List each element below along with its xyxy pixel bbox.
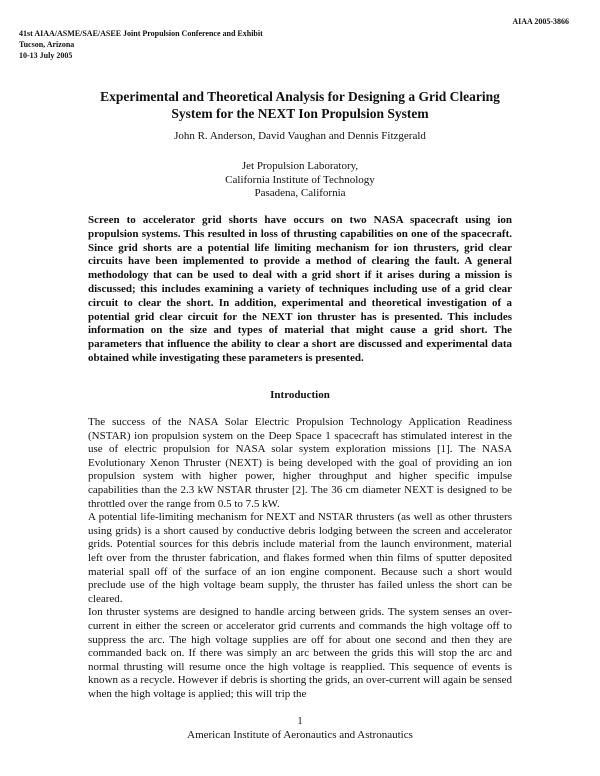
paper-title: [60, 88, 540, 122]
affiliation: [60, 160, 540, 201]
footer-organization: American Institute of Aeronautics and Astronautics: [187, 729, 413, 741]
abstract: Screen to accelerator grid shorts have occurs on two NASA spacecraft using ion propulsion systems. This resulted in loss of thrusting capabilities on one of the spacecraft. Since grid shorts are a potential life limiting mechanism for ion thrusters, grid clear circuits have been implemented to provide a method of clearing the fault. A general methodology that can be used to deal with a grid short if it arises during a mission is discussed; this includes examining a variety of techniques including use of a grid clear circuit to clear the short. In addition, experimental and theoretical investigation of a potential grid clear circuit for the NEXT ion thruster has is presented. This includes information on the size and types of material that might cause a grid short. The parameters that influence the ability to clear a short are discussed and experimental data obtained while investigating these parameters is presented.: [88, 214, 512, 364]
page-number: 1: [297, 716, 303, 727]
paper-id: AIAA 2005-3866: [512, 17, 569, 26]
authors: John R. Anderson, David Vaughan and Dennis Fitzgerald: [174, 130, 426, 142]
section-heading: Introduction: [270, 389, 330, 401]
conference-dates: 10-13 July 2005: [19, 51, 73, 60]
affiliation-line: California Institute of Technology: [225, 173, 375, 186]
paragraph: A potential life-limiting mechanism for NEXT and NSTAR thrusters (as well as other thrusters using grids) is a short caused by conductive debris lodging between the screen and accelerator grids. Potential sources for this debris include material from the launch environment, material left over from the thruster fabrication, and flakes formed when thin films of sputter deposited material spall off of the surface of an ion engine component. Because such a short would preclude use of the high voltage beam supply, the thruster has failed unless the short can be cleared.: [88, 511, 512, 605]
conference-location: Tucson, Arizona: [19, 40, 75, 49]
conference-info: [19, 28, 263, 61]
conference-name: 41st AIAA/ASME/SAE/ASEE Joint Propulsion Conference and Exhibit: [19, 29, 263, 38]
paragraph: Ion thruster systems are designed to handle arcing between grids. The system senses an over-current in either the screen or accelerator grid currents and commands the high voltage off to suppress the arc. The high voltage supplies are off for about one second and then they are commanded back on. If there was simply an arc between the grids this will stop the arc and normal thrusting will resume once the high voltage is reapplied. This sequence of events is known as a recycle. However if debris is shorting the grids, an over-current will again be sensed when the high voltage is applied; this will trip the: [88, 606, 512, 700]
title-line: System for the NEXT Ion Propulsion System: [171, 106, 429, 121]
body-text: [88, 416, 512, 701]
paragraph: The success of the NASA Solar Electric Propulsion Technology Application Readiness (NSTAR) ion propulsion system on the Deep Space 1 spacecraft has stimulated interest in the use of electric propulsion for NASA solar system exploration missions [1]. The NASA Evolutionary Xenon Thruster (NEXT) is being developed with the goal of providing an ion propulsion system with higher power, higher throughput and higher specific impulse capabilities than the 2.3 kW NSTAR thruster [2]. The 36 cm diameter NEXT is designed to be throttled over the range from 0.5 to 7.5 kW.: [88, 416, 512, 510]
affiliation-line: Pasadena, California: [254, 187, 346, 199]
title-line: Experimental and Theoretical Analysis for Designing a Grid Clearing: [100, 89, 500, 104]
affiliation-line: Jet Propulsion Laboratory,: [241, 160, 359, 172]
